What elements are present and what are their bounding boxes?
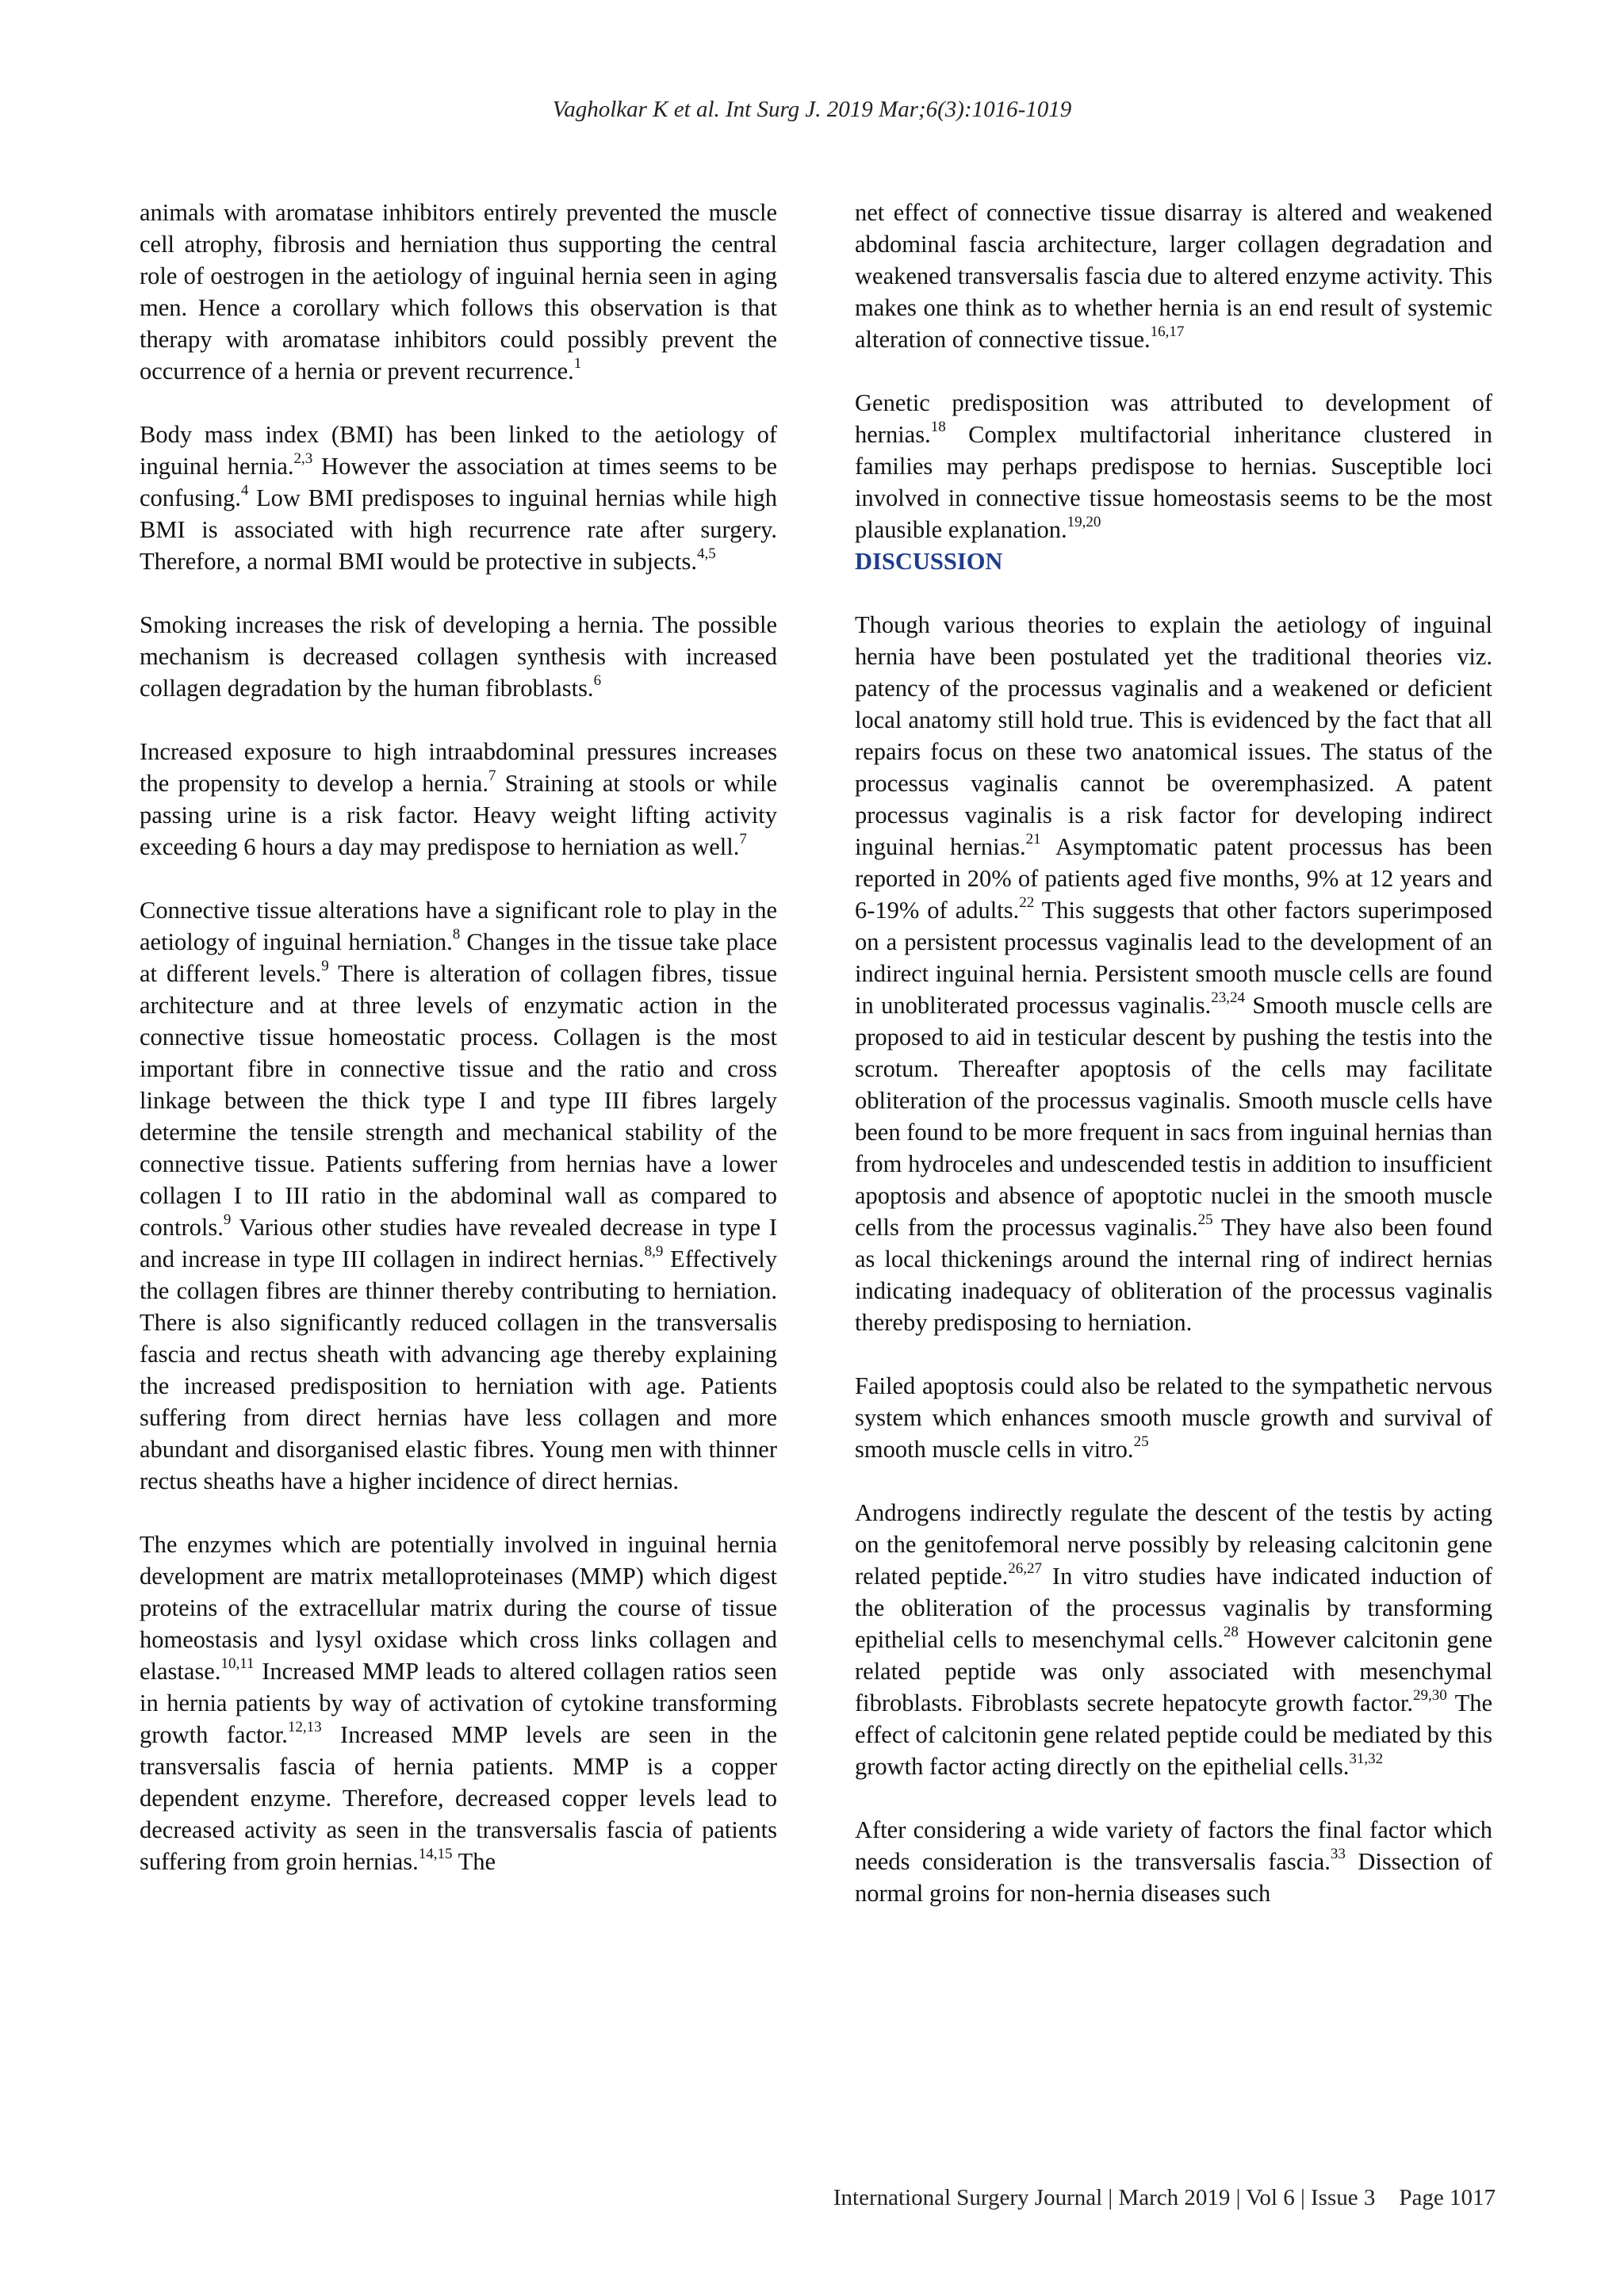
running-header-citation: Vagholkar K et al. Int Surg J. 2019 Mar;6(3):1016-1019	[552, 97, 1072, 122]
body-paragraph: Though various theories to explain the aetiology of inguinal hernia have been postulated yet the traditional theories viz. patency of the processus vaginalis and a weakened or deficient local anatomy still hold true. This is evidenced by the fact that all repairs focus on these two anatomical issues. The status of the processus vaginalis cannot be overemphasized. A patent processus vaginalis is a risk factor for developing indirect inguinal hernias.$^{21}$ Asymptomatic patent processus has been reported in 20% of patients aged five months, 9% at 12 years and 6-19% of adults.$^{22}$ This suggests that other factors superimposed on a persistent processus vaginalis lead to the development of an indirect inguinal hernia. Persistent smooth muscle cells are found in unobliterated processus vaginalis.$^{23,24}$ Smooth muscle cells are proposed to aid in testicular descent by pushing the testis into the scrotum. Thereafter apoptosis of the cells may facilitate obliteration of the processus vaginalis. Smooth muscle cells have been found to be more frequent in sacs from inguinal hernias than from hydroceles and undescended testis in addition to insufficient apoptosis and absence of apoptotic nuclei in the smooth muscle cells from the processus vaginalis.$^{25}$ They have also been found as local thickenings around the internal ring of indirect hernias indicating inadequacy of obliteration of the processus vaginalis thereby predisposing to herniation.	[855, 611, 1492, 1336]
citation-superscript: 8	[452, 925, 461, 943]
body-paragraph: Failed apoptosis could also be related to the sympathetic nervous system which enhances smooth muscle growth and survival of smooth muscle cells in vitro.$^{25}$	[855, 1372, 1492, 1463]
citation-superscript: 18	[930, 418, 946, 435]
citation-superscript: 25	[1197, 1211, 1213, 1228]
citation-superscript: 33	[1330, 1845, 1346, 1862]
citation-superscript: 26,27	[1008, 1559, 1043, 1577]
citation-superscript: 21	[1025, 830, 1041, 848]
body-paragraph: Genetic predisposition was attributed to development of hernias.$^{18}$ Complex multifactorial inheritance clustered in families may perhaps predispose to hernias. Susceptible loci involved in connective tissue homeostasis seems to be the most plausible explanation.$^{19,20}$	[855, 389, 1492, 543]
citation-superscript: 7	[739, 830, 747, 848]
running-footer	[833, 2185, 1496, 2211]
body-paragraph: Body mass index (BMI) has been linked to the aetiology of inguinal hernia.$^{2,3}$ However the association at times seems to be confusing.$^4$ Low BMI predisposes to inguinal hernias while high BMI is associated with high recurrence rate after surgery. Therefore, a normal BMI would be protective in subjects.$^{4,5}$	[140, 421, 777, 575]
body-paragraph: After considering a wide variety of factors the final factor which needs consideration is the transversalis fascia.$^{33}$ Dissection of normal groins for non-hernia diseases such	[855, 1816, 1492, 1907]
citation-superscript: 7	[488, 767, 496, 784]
citation-superscript: 9	[223, 1211, 232, 1228]
citation-superscript: 29,30	[1413, 1686, 1447, 1704]
citation-superscript: 14,15	[418, 1845, 453, 1862]
citation-superscript: 22	[1019, 894, 1035, 911]
citation-superscript: 23,24	[1211, 989, 1245, 1006]
citation-superscript: 6	[593, 672, 602, 689]
citation-superscript: 8,9	[644, 1242, 664, 1260]
citation-superscript: 9	[321, 957, 329, 974]
footer-page-number: Page 1017	[1399, 2185, 1496, 2210]
body-paragraph: net effect of connective tissue disarray is altered and weakened abdominal fascia architecture, larger collagen degradation and weakened transversalis fascia due to altered enzyme activity. This makes one think as to whether hernia is an end result of systemic alteration of connective tissue.$^{16,17}$	[855, 199, 1492, 353]
body-paragraph: animals with aromatase inhibitors entirely prevented the muscle cell atrophy, fibrosis and herniation thus supporting the central role of oestrogen in the aetiology of inguinal hernia seen in aging men. Hence a corollary which follows this observation is that therapy with aromatase inhibitors could possibly prevent the occurrence of a hernia or prevent recurrence.$^1$	[140, 199, 777, 385]
body-paragraph: Connective tissue alterations have a significant role to play in the aetiology of inguinal herniation.$^8$ Changes in the tissue take place at different levels.$^9$ There is alteration of collagen fibres, tissue architecture and at three levels of enzymatic action in the connective tissue homeostatic process. Collagen is the most important fibre in connective tissue and the ratio and cross linkage between the thick type I and type III fibres largely determine the tensile strength and mechanical stability of the connective tissue. Patients suffering from hernias have a lower collagen I to III ratio in the abdominal wall as compared to controls.$^9$ Various other studies have revealed decrease in type I and increase in type III collagen in indirect hernias.$^{8,9}$ Effectively the collagen fibres are thinner thereby contributing to herniation. There is also significantly reduced collagen in the transversalis fascia and rectus sheath with advancing age thereby explaining the increased predisposition to herniation with age. Patients suffering from direct hernias have less collagen and more abundant and disorganised elastic fibres. Young men with thinner rectus sheaths have a higher incidence of direct hernias.	[140, 897, 777, 1494]
right-column-intro	[855, 197, 1492, 545]
body-paragraph: Androgens indirectly regulate the descent of the testis by acting on the genitofemoral nerve possibly by releasing calcitonin gene related peptide.$^{26,27}$ In vitro studies have indicated induction of the obliteration of the processus vaginalis by transforming epithelial cells to mesenchymal cells.$^{28}$ However calcitonin gene related peptide was only associated with mesenchymal fibroblasts. Fibroblasts secrete hepatocyte growth factor.$^{29,30}$ The effect of calcitonin gene related peptide could be mediated by this growth factor acting directly on the epithelial cells.$^{31,32}$	[855, 1499, 1492, 1780]
body-paragraph: The enzymes which are potentially involved in inguinal hernia development are matrix metalloproteinases (MMP) which digest proteins of the extracellular matrix during the course of tissue homeostasis and lysyl oxidase which cross links collagen and elastase.$^{10,11}$ Increased MMP leads to altered collagen ratios seen in hernia patients by way of activation of cytokine transforming growth factor.$^{12,13}$ Increased MMP levels are seen in the transversalis fascia of hernia patients. MMP is a copper dependent enzyme. Therefore, decreased copper levels lead to decreased activity as seen in the transversalis fascia of patients suffering from groin hernias.$^{14,15}$ The	[140, 1531, 777, 1875]
citation-superscript: 12,13	[287, 1718, 322, 1735]
footer-journal-info: International Surgery Journal | March 2019 | Vol 6 | Issue 3	[833, 2185, 1376, 2210]
citation-superscript: 16,17	[1150, 323, 1185, 340]
citation-superscript: 28	[1223, 1623, 1239, 1640]
discussion-body	[855, 609, 1492, 1909]
right-column	[855, 197, 1492, 1909]
citation-superscript: 4,5	[696, 545, 716, 562]
citation-superscript: 1	[573, 354, 582, 372]
citation-superscript: 25	[1133, 1433, 1149, 1450]
citation-superscript: 2,3	[293, 450, 313, 467]
body-paragraph: Smoking increases the risk of developing a hernia. The possible mechanism is decreased collagen synthesis with increased collagen degradation by the human fibroblasts.$^6$	[140, 611, 777, 702]
citation-superscript: 10,11	[220, 1655, 255, 1672]
body-paragraph: Increased exposure to high intraabdominal pressures increases the propensity to develop a hernia.$^7$ Straining at stools or while passing urine is a risk factor. Heavy weight lifting activity exceeding 6 hours a day may predispose to herniation as well.$^7$	[140, 738, 777, 860]
citation-superscript: 31,32	[1349, 1750, 1384, 1767]
section-heading-discussion: DISCUSSION	[855, 548, 1003, 575]
citation-superscript: 4	[240, 481, 249, 499]
citation-superscript: 19,20	[1067, 513, 1101, 530]
left-column	[140, 197, 777, 1877]
